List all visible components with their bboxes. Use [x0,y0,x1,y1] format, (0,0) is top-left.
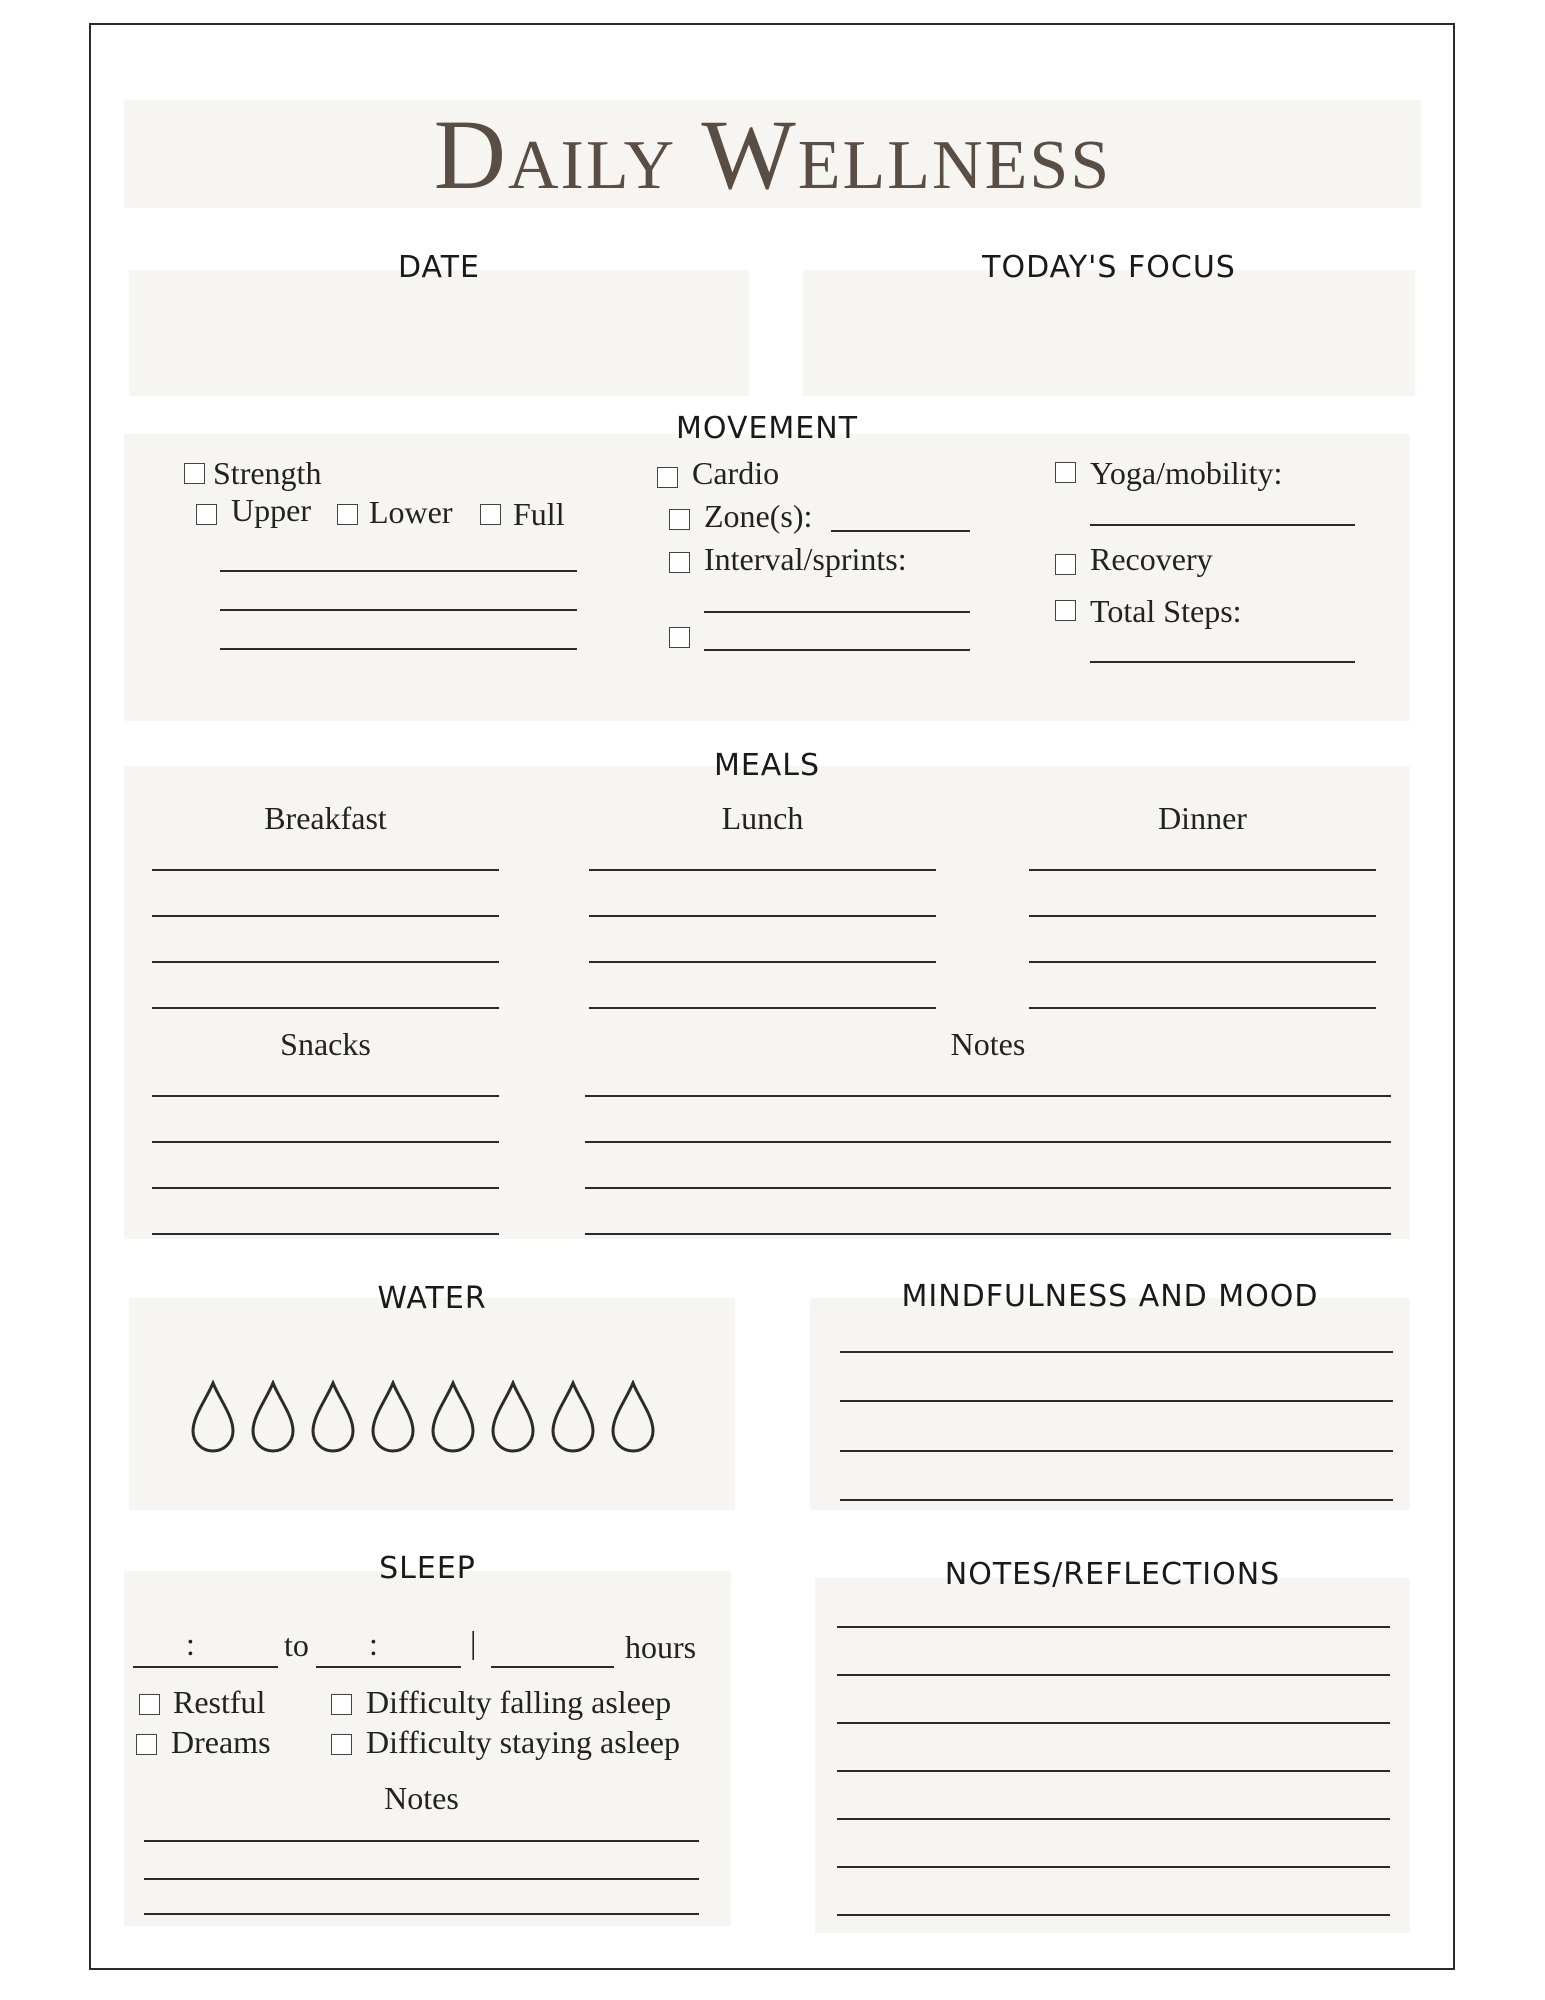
focus-header: TODAY'S FOCUS [982,250,1236,285]
reflections-line[interactable] [837,1722,1390,1724]
cardio-label: Cardio [692,455,780,491]
full-label: Full [513,496,565,532]
interval-checkbox[interactable] [669,552,690,573]
water-drop-icon[interactable] [250,1380,296,1454]
strength-line[interactable] [220,570,577,572]
strength-checkbox[interactable] [184,463,205,484]
dinner-line[interactable] [1029,915,1376,917]
reflections-line[interactable] [837,1914,1390,1916]
yoga-checkbox[interactable] [1055,462,1076,483]
sleep-notes-label: Notes [384,1780,459,1816]
meal-notes-line[interactable] [585,1233,1391,1235]
meal-notes-line[interactable] [585,1095,1391,1097]
lower-checkbox[interactable] [337,504,358,525]
date-header: DATE [397,250,481,285]
reflections-line[interactable] [837,1770,1390,1772]
meal-notes-line[interactable] [585,1141,1391,1143]
date-panel[interactable] [129,270,749,396]
sleep-header: SLEEP [379,1551,476,1586]
mindfulness-line[interactable] [840,1351,1393,1353]
movement-header: MOVEMENT [675,411,859,446]
snacks-line[interactable] [152,1233,499,1235]
water-drop-icon[interactable] [550,1380,596,1454]
to-label: to [284,1627,309,1663]
dreams-checkbox[interactable] [136,1734,157,1755]
meal-notes-label: Notes [950,1026,1026,1062]
yoga-line[interactable] [1090,524,1355,526]
breakfast-line[interactable] [152,1007,499,1009]
snacks-line[interactable] [152,1187,499,1189]
staying-checkbox[interactable] [331,1734,352,1755]
yoga-label: Yoga/mobility: [1090,455,1283,491]
waketime-line[interactable] [316,1666,461,1668]
hours-line[interactable] [491,1666,614,1668]
hours-label: hours [625,1629,697,1665]
interval-label: Interval/sprints: [704,541,907,577]
falling-checkbox[interactable] [331,1694,352,1715]
mindfulness-panel [810,1298,1410,1510]
dinner-line[interactable] [1029,869,1376,871]
recovery-checkbox[interactable] [1055,554,1076,575]
zones-line[interactable] [831,530,970,532]
interval-line[interactable] [704,611,970,613]
water-drop-icon[interactable] [370,1380,416,1454]
snacks-line[interactable] [152,1141,499,1143]
lunch-line[interactable] [589,869,936,871]
mindfulness-line[interactable] [840,1450,1393,1452]
breakfast-line[interactable] [152,869,499,871]
steps-checkbox[interactable] [1055,600,1076,621]
strength-line[interactable] [220,609,577,611]
dinner-line[interactable] [1029,1007,1376,1009]
reflections-line[interactable] [837,1818,1390,1820]
water-drop-icon[interactable] [190,1380,236,1454]
breakfast-line[interactable] [152,961,499,963]
sleep-notes-line[interactable] [144,1878,699,1880]
lunch-label: Lunch [721,800,804,836]
restful-label: Restful [173,1684,266,1720]
full-checkbox[interactable] [480,504,501,525]
water-drop-icon[interactable] [310,1380,356,1454]
title-banner [124,100,1421,208]
mindfulness-header: MINDFULNESS AND MOOD [901,1279,1319,1314]
bedtime-colon: : [186,1626,195,1662]
zones-checkbox[interactable] [669,509,690,530]
steps-line[interactable] [1090,661,1355,663]
sleep-notes-line[interactable] [144,1913,699,1915]
upper-label: Upper [231,492,311,528]
focus-panel[interactable] [803,270,1415,396]
water-drop-icon[interactable] [610,1380,656,1454]
reflections-header: NOTES/REFLECTIONS [944,1557,1281,1592]
water-drop-icon[interactable] [430,1380,476,1454]
lunch-line[interactable] [589,961,936,963]
strength-label: Strength [213,455,322,491]
falling-label: Difficulty falling asleep [366,1684,672,1720]
dinner-label: Dinner [1158,800,1247,836]
dinner-line[interactable] [1029,961,1376,963]
water-header: WATER [377,1281,487,1316]
reflections-line[interactable] [837,1866,1390,1868]
sleep-notes-line[interactable] [144,1840,699,1842]
strength-line[interactable] [220,648,577,650]
lunch-line[interactable] [589,1007,936,1009]
reflections-panel [815,1578,1410,1933]
other-line[interactable] [704,649,970,651]
waketime-colon: : [369,1626,378,1662]
dreams-label: Dreams [171,1724,271,1760]
reflections-line[interactable] [837,1674,1390,1676]
separator: | [470,1624,477,1660]
mindfulness-line[interactable] [840,1400,1393,1402]
zones-label: Zone(s): [704,498,813,534]
reflections-line[interactable] [837,1626,1390,1628]
restful-checkbox[interactable] [139,1694,160,1715]
upper-checkbox[interactable] [196,504,217,525]
page-title: Daily Wellness [433,99,1112,210]
breakfast-label: Breakfast [264,800,387,836]
recovery-label: Recovery [1090,541,1213,577]
lunch-line[interactable] [589,915,936,917]
snacks-line[interactable] [152,1095,499,1097]
staying-label: Difficulty staying asleep [366,1724,680,1760]
other-checkbox[interactable] [669,627,690,648]
breakfast-line[interactable] [152,915,499,917]
mindfulness-line[interactable] [840,1499,1393,1501]
water-tracker [190,1380,656,1454]
snacks-label: Snacks [280,1026,371,1062]
water-drop-icon[interactable] [490,1380,536,1454]
cardio-checkbox[interactable] [657,467,678,488]
meals-header: MEALS [713,748,821,783]
lower-label: Lower [369,494,453,530]
meal-notes-line[interactable] [585,1187,1391,1189]
bedtime-line[interactable] [133,1666,278,1668]
steps-label: Total Steps: [1090,593,1242,629]
